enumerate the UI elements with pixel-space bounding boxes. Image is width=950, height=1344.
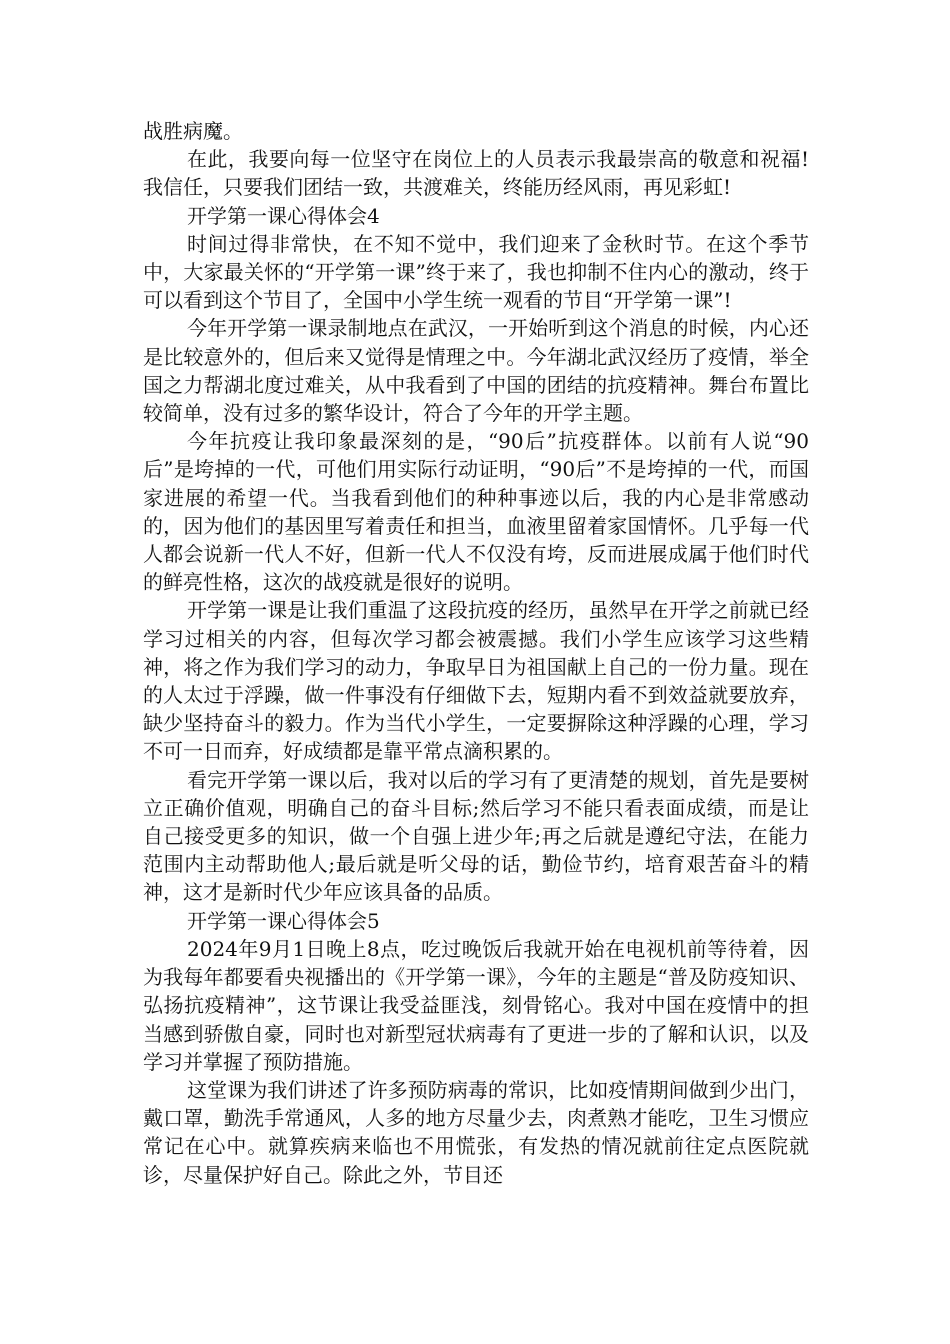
paragraph: 这堂课为我们讲述了许多预防病毒的常识，比如疫情期间做到少出门，戴口罩，勤洗手常通风，人多的地方尽量少去，肉煮熟才能吃，卫生习惯应常记在心中。就算疾病来临也不用慌张，有发热的情况就前往定点医院就诊，尽量保护好自己。除此之外，节目还 <box>143 1077 809 1187</box>
paragraph: 今年开学第一课录制地点在武汉，一开始听到这个消息的时候，内心还是比较意外的，但后来又觉得是情理之中。今年湖北武汉经历了疫情，举全国之力帮湖北度过难关，从中我看到了中国的团结的抗疫精神。舞台布置比较简单，没有过多的繁华设计，符合了今年的开学主题。 <box>143 316 809 426</box>
paragraph: 今年抗疫让我印象最深刻的是，“90后”抗疫群体。以前有人说“90后”是垮掉的一代，可他们用实际行动证明，“90后”不是垮掉的一代，而国家进展的希望一代。当我看到他们的种种事迹以后，我的内心是非常感动的，因为他们的基因里写着责任和担当，血液里留着家国情怀。几乎每一代人都会说新一代人不好，但新一代人不仅没有垮，反而进展成属于他们时代的鲜亮性格，这次的战疫就是很好的说明。 <box>143 429 809 595</box>
paragraph-continuation: 战胜病魔。 <box>143 119 243 143</box>
section-heading-5: 开学第一课心得体会5 <box>187 908 380 933</box>
paragraph: 2024年9月1日晚上8点，吃过晚饭后我就开始在电视机前等待着，因为我每年都要看央视播出的《开学第一课》，今年的主题是“普及防疫知识、弘扬抗疫精神”，这节课让我受益匪浅，刻骨铭心。我对中国在疫情中的担当感到骄傲自豪，同时也对新型冠状病毒有了更进一步的了解和认识，以及学习并掌握了预防措施。 <box>143 936 809 1074</box>
document-body <box>143 117 809 1189</box>
paragraph: 看完开学第一课以后，我对以后的学习有了更清楚的规划，首先是要树立正确价值观，明确自己的奋斗目标;然后学习不能只看表面成绩，而是让自己接受更多的知识，做一个自强上进少年;再之后就是遵纪守法，在能力范围内主动帮助他人;最后就是听父母的话，勤俭节约，培育艰苦奋斗的精神，这才是新时代少年应该具备的品质。 <box>143 767 809 905</box>
paragraph: 时间过得非常快，在不知不觉中，我们迎来了金秋时节。在这个季节中，大家最关怀的“开学第一课”终于来了，我也抑制不住内心的激动，终于可以看到这个节目了，全国中小学生统一观看的节目“开学第一课”! <box>143 231 809 313</box>
paragraph-tribute: 在此，我要向每一位坚守在岗位上的人员表示我最崇高的敬意和祝福!我信任，只要我们团结一致，共渡难关，终能历经风雨，再见彩虹! <box>143 147 809 200</box>
section-heading-4: 开学第一课心得体会4 <box>187 203 380 228</box>
paragraph: 开学第一课是让我们重温了这段抗疫的经历，虽然早在开学之前就已经学习过相关的内容，但每次学习都会被震撼。我们小学生应该学习这些精神，将之作为我们学习的动力，争取早日为祖国献上自己的一份力量。现在的人太过于浮躁，做一件事没有仔细做下去，短期内看不到效益就要放弃，缺少坚持奋斗的毅力。作为当代小学生，一定要摒除这种浮躁的心理，学习不可一日而弃，好成绩都是靠平常点滴积累的。 <box>143 598 809 764</box>
